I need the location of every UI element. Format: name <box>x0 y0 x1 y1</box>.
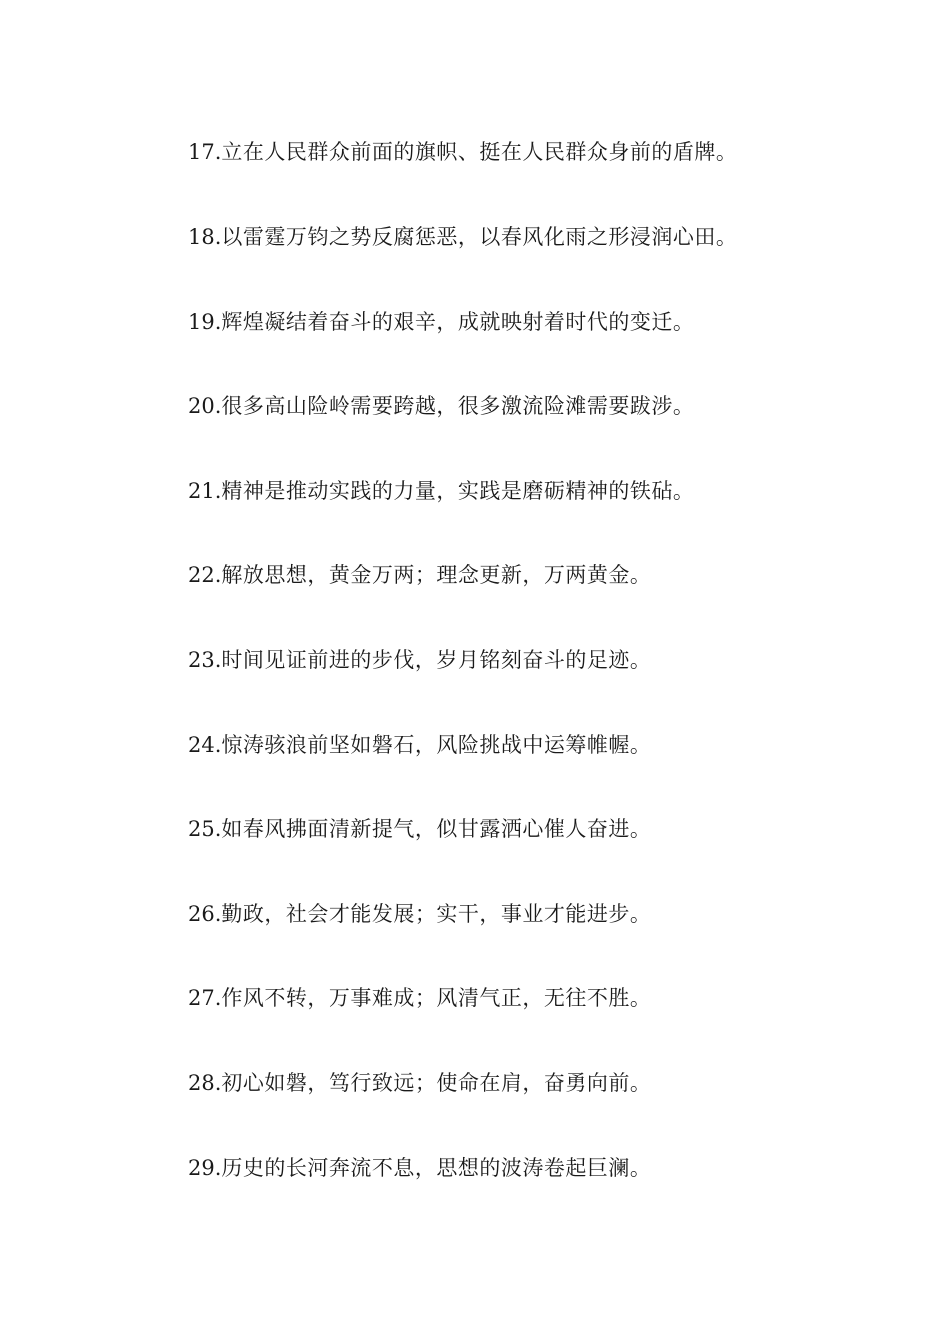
item-number: 23. <box>188 648 222 672</box>
item-number: 24. <box>188 733 222 757</box>
list-item <box>188 1154 888 1182</box>
item-number: 20. <box>188 394 222 418</box>
list-item <box>188 900 888 928</box>
list-item <box>188 308 888 336</box>
item-text: 初心如磐，笃行致远；使命在肩，奋勇向前。 <box>221 1071 652 1095</box>
item-text: 历史的长河奔流不息，思想的波涛卷起巨澜。 <box>221 1156 652 1180</box>
list-item <box>188 984 888 1012</box>
item-number: 28. <box>188 1071 222 1095</box>
item-number: 29. <box>188 1156 222 1180</box>
item-text: 如春风拂面清新提气，似甘露洒心催人奋进。 <box>221 817 652 841</box>
list-item <box>188 477 888 505</box>
item-text: 立在人民群众前面的旗帜、挺在人民群众身前的盾牌。 <box>221 140 738 164</box>
item-text: 精神是推动实践的力量，实践是磨砺精神的铁砧。 <box>221 479 695 503</box>
item-number: 17. <box>188 140 222 164</box>
item-text: 很多高山险岭需要跨越，很多激流险滩需要跋涉。 <box>221 394 695 418</box>
item-number: 27. <box>188 986 222 1010</box>
item-number: 25. <box>188 817 222 841</box>
item-number: 26. <box>188 902 222 926</box>
item-number: 21. <box>188 479 222 503</box>
item-text: 作风不转，万事难成；风清气正，无往不胜。 <box>221 986 652 1010</box>
list-item <box>188 815 888 843</box>
item-text: 时间见证前进的步伐，岁月铭刻奋斗的足迹。 <box>221 648 652 672</box>
list-item <box>188 223 888 251</box>
item-text: 辉煌凝结着奋斗的艰辛，成就映射着时代的变迁。 <box>221 310 695 334</box>
item-text: 解放思想，黄金万两；理念更新，万两黄金。 <box>221 563 652 587</box>
item-number: 22. <box>188 563 222 587</box>
list-item <box>188 392 888 420</box>
list-item <box>188 1069 888 1097</box>
list-item <box>188 561 888 589</box>
item-text: 以雷霆万钧之势反腐惩恶，以春风化雨之形浸润心田。 <box>221 225 738 249</box>
item-text: 勤政，社会才能发展；实干，事业才能进步。 <box>221 902 652 926</box>
list-item <box>188 646 888 674</box>
list-item <box>188 731 888 759</box>
item-number: 18. <box>188 225 222 249</box>
item-number: 19. <box>188 310 222 334</box>
list-item <box>188 138 888 166</box>
item-text: 惊涛骇浪前坚如磐石，风险挑战中运筹帷幄。 <box>221 733 652 757</box>
